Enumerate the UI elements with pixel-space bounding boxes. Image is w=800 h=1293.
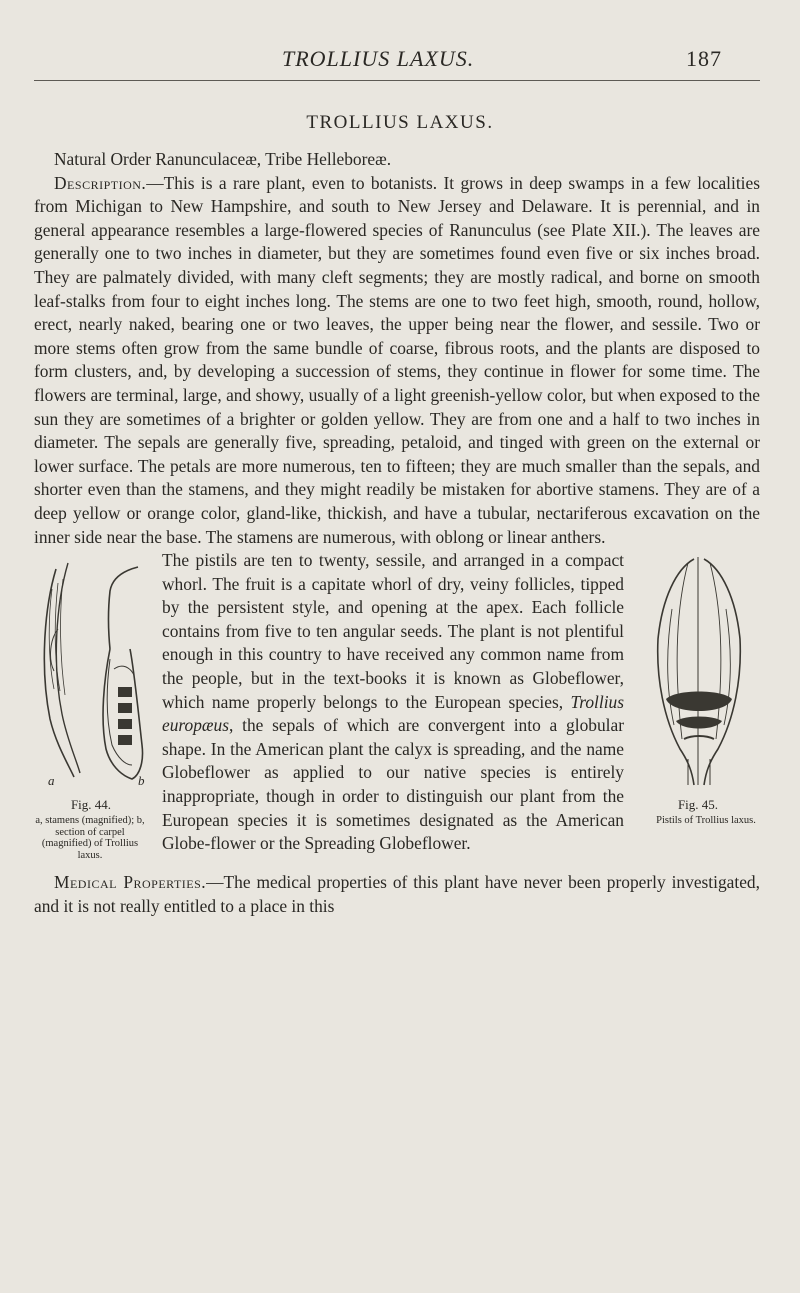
figure-45-label: Fig. 45. <box>677 797 719 813</box>
figure-44-caption: a, stamens (magnified); b, section of carpel (magnified) of Trollius laxus. <box>35 815 145 861</box>
medical-paragraph <box>34 871 760 918</box>
article-title: TROLLIUS LAXUS. <box>306 112 494 133</box>
running-title: TROLLIUS LAXUS. <box>282 46 475 71</box>
figure-44-letter-b: b <box>138 773 145 789</box>
figure-44-letter-a: a <box>48 773 55 789</box>
header-rule <box>34 80 760 81</box>
description-heading: Description. <box>54 172 147 193</box>
article-body <box>34 148 760 918</box>
medical-heading: Medical Properties. <box>54 872 207 893</box>
description-paragraph-intro <box>34 172 760 550</box>
figures-wrap-block <box>34 549 760 871</box>
page-number: 187 <box>686 46 722 71</box>
description-text-intro: —This is a rare plant, even to botanists. It grows in deep swamps in a few localities from Michigan to New Hampshire, and south to New Jersey and Delaware. It is perennial, and in general appearance resembles a large-flowered species of Ranunculus (see Plate XII.). The leaves are generally one to two inches in diameter, but they are sometimes found even five or six inches broad. They are palmately divided, with many cleft segments; they are mostly radical, and borne on smooth leaf-stalks from four to eight inches long. The stems are one to two feet high, smooth, round, hollow, erect, nearly naked, bearing one or two leaves, the upper being near the flower, and sessile. Two or more stems often grow from the same bundle of coarse, fibrous roots, and the plants are disposed to form clusters, and, by developing a succession of stems, they continue in flower for some time. The flowers are terminal, large, and showy, usually of a light greenish-yellow color, but when exposed to the sun they are sometimes of a brighter or golden yellow. They are from one and a half to two inches in diameter. The sepals are generally five, spreading, petaloid, and tinged with green on the external or lower surface. The petals are more numerous, ten to fifteen; they are much smaller than the sepals, and shorter even than the stamens, and they might readily be mistaken for abortive stamens. They are of a deep yellow or orange color, gland-like, thickish, and have a tubular, nectariferous excavation on the inner side near the base. The stamens are numerous, with oblong or linear anthers. <box>34 172 760 547</box>
species-name: Trollius europæus <box>162 691 624 736</box>
description-text-after-species: , the sepals of which are convergent into a globular shape. In the American plant the calyx is spreading, and the name Globeflower as applied to our native species is entirely inappropriate, though in order to distinguish our plant from the European species it is sometimes designated as the American Globe-flower or the Spreading Globeflower. <box>162 715 624 854</box>
figure-45 <box>636 549 760 871</box>
figure-44 <box>34 549 148 871</box>
figure-45-caption: Pistils of Trollius laxus. <box>656 815 756 827</box>
medical-text: —The medical properties of this plant have never been properly investigated, and it is not really entitled to a place in this <box>34 872 760 916</box>
figure-44-label: Fig. 44. <box>70 797 112 813</box>
description-text-beside-figures: The pistils are ten to twenty, sessile, and arranged in a compact whorl. The fruit is a capitate whorl of dry, veiny follicles, tipped by the persistent style, and opening at the apex. Each follicle contains from five to ten angular seeds. The plant is not plentiful enough in this country to have received any common name from the people, but in the text-books it is known as Globeflower, which name properly belongs to the European species, <box>162 550 624 712</box>
natural-order-line: Natural Order Ranunculaceæ, Tribe Helleboreæ. <box>54 149 392 169</box>
